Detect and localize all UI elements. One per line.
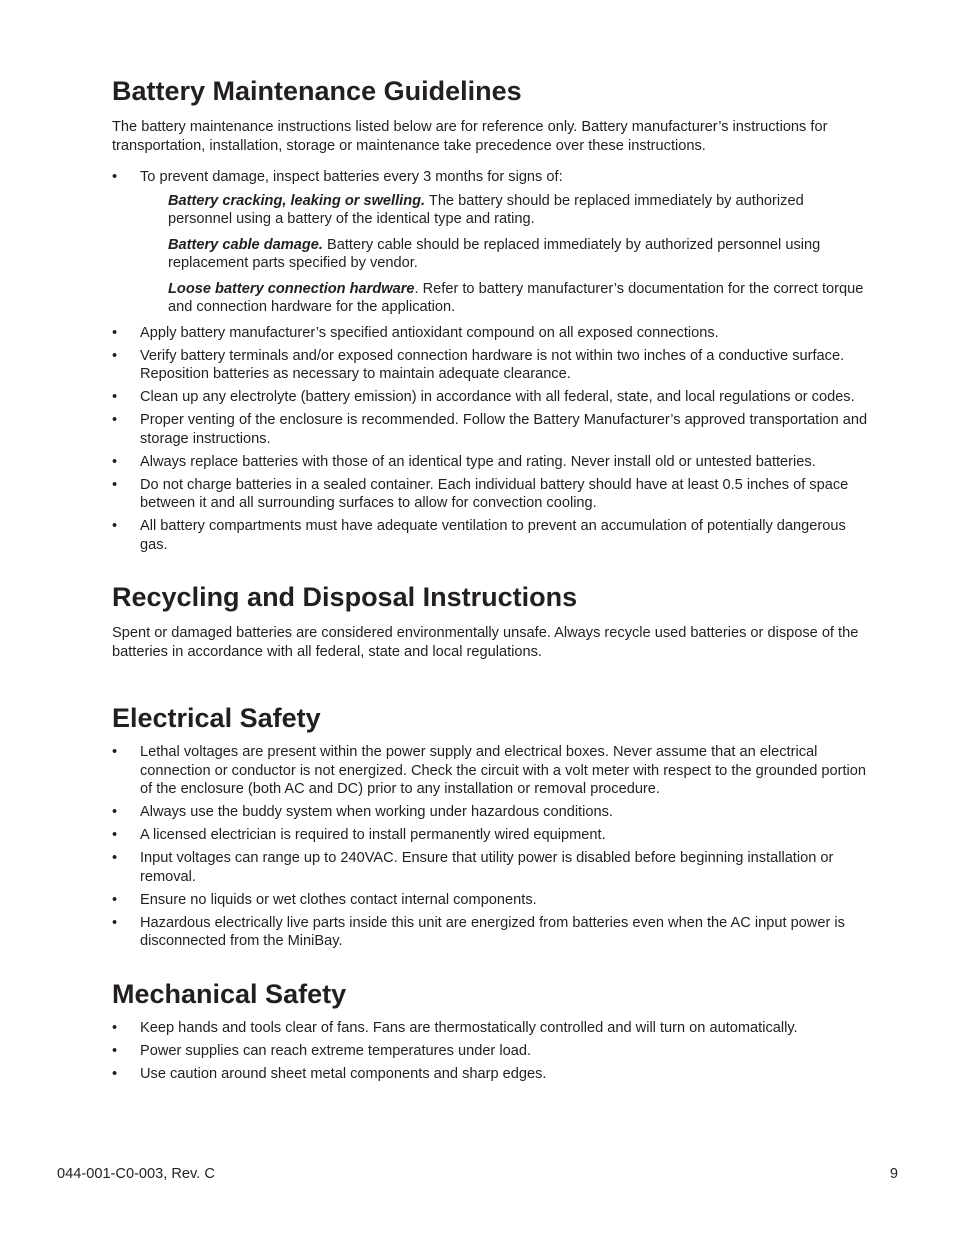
list-item-text: Lethal voltages are present within the power supply and electrical boxes. Never assume that an electrical connection or conductor is not energized. Check the circuit with a volt meter with respect to the grounded portion of the enclosure (both AC and DC) prior to any installation or removal procedure. bbox=[140, 744, 867, 797]
bullet-icon: • bbox=[112, 389, 118, 405]
list-item bbox=[112, 411, 870, 448]
bullet-icon: • bbox=[112, 453, 118, 470]
bullet-icon: • bbox=[112, 850, 118, 866]
electrical-safety-section bbox=[112, 701, 870, 951]
list-item-text: Hazardous electrically live parts inside this unit are energized from batteries even when the AC input power is disconnected from the MiniBay. bbox=[140, 914, 845, 949]
list-item bbox=[112, 891, 870, 910]
electrical-safety-list bbox=[112, 743, 870, 951]
bullet-icon: • bbox=[112, 169, 118, 185]
list-item-text: Clean up any electrolyte (battery emission) in accordance with all federal, state, and local regulations or codes. bbox=[140, 389, 855, 405]
bullet-icon: • bbox=[112, 827, 118, 843]
list-item bbox=[112, 914, 870, 951]
list-item-text: Input voltages can range up to 240VAC. Ensure that utility power is disabled before beginning installation or removal. bbox=[140, 850, 834, 885]
list-item bbox=[112, 324, 870, 343]
bullet-icon: • bbox=[112, 1042, 118, 1059]
sub-item-text: . Refer to battery manufacturer’s documentation for the correct torque and connection hardware for the application. bbox=[168, 280, 864, 315]
recycling-heading: Recycling and Disposal Instructions bbox=[112, 582, 578, 612]
electrical-safety-heading: Electrical Safety bbox=[112, 703, 321, 733]
sub-item bbox=[168, 236, 870, 273]
footer-doc-id: 044-001-C0-003, Rev. C bbox=[57, 1166, 215, 1182]
bullet-icon: • bbox=[112, 804, 118, 820]
sub-item-lead: Loose battery connection hardware bbox=[168, 280, 415, 297]
list-item-text: Verify battery terminals and/or exposed connection hardware is not within two inches of a conductive surface. Reposition batteries as necessary to maintain adequate clearance. bbox=[140, 347, 845, 382]
list-item bbox=[112, 347, 870, 384]
bullet-icon: • bbox=[112, 1019, 118, 1036]
battery-maintenance-intro: The battery maintenance instructions listed below are for reference only. Battery manufacturer’s instructions for transportation, installation, storage or maintenance take precedence over these instructions. bbox=[112, 119, 828, 154]
list-item bbox=[112, 517, 870, 554]
battery-maintenance-list bbox=[112, 168, 870, 554]
list-item bbox=[112, 388, 870, 407]
bullet-icon: • bbox=[112, 476, 118, 493]
page-content bbox=[112, 74, 870, 1083]
list-item bbox=[112, 849, 870, 886]
bullet-icon: • bbox=[112, 914, 118, 931]
sub-item bbox=[168, 280, 870, 317]
recycling-text: Spent or damaged batteries are considered environmentally unsafe. Always recycle used batteries or dispose of the batteries in accordance with all federal, state and local regulations. bbox=[112, 625, 859, 660]
list-item-text: Ensure no liquids or wet clothes contact internal components. bbox=[140, 891, 537, 908]
battery-maintenance-heading: Battery Maintenance Guidelines bbox=[112, 76, 522, 106]
list-item-text: Power supplies can reach extreme temperatures under load. bbox=[140, 1042, 531, 1059]
sub-item-lead: Battery cable damage. bbox=[168, 236, 323, 253]
sub-item-lead: Battery cracking, leaking or swelling. bbox=[168, 192, 426, 209]
bullet-icon: • bbox=[112, 347, 118, 364]
list-item-text: To prevent damage, inspect batteries every 3 months for signs of: bbox=[140, 169, 563, 185]
list-item bbox=[112, 1065, 870, 1084]
list-item-text: Proper venting of the enclosure is recommended. Follow the Battery Manufacturer’s approved transportation and storage instructions. bbox=[140, 412, 868, 447]
bullet-icon: • bbox=[112, 324, 118, 341]
list-item-text: Apply battery manufacturer’s specified antioxidant compound on all exposed connections. bbox=[140, 324, 719, 341]
list-item-text: Use caution around sheet metal components and sharp edges. bbox=[140, 1065, 547, 1082]
sub-item-text: Battery cable should be replaced immediately by authorized personnel using replacement parts specified by vendor. bbox=[168, 236, 821, 271]
battery-maintenance-section bbox=[112, 74, 870, 554]
list-item bbox=[112, 1042, 870, 1061]
list-item bbox=[112, 168, 870, 317]
list-item bbox=[112, 1019, 870, 1038]
list-item-text: Do not charge batteries in a sealed container. Each individual battery should have at least 0.5 inches of space between it and all surrounding surfaces to allow for convection cooling. bbox=[140, 476, 849, 511]
list-item-text: All battery compartments must have adequate ventilation to prevent an accumulation of potentially dangerous gas. bbox=[140, 518, 846, 553]
bullet-icon: • bbox=[112, 412, 118, 428]
list-item-text: A licensed electrician is required to install permanently wired equipment. bbox=[140, 827, 606, 843]
bullet-icon: • bbox=[112, 744, 118, 760]
mechanical-safety-section bbox=[112, 977, 870, 1084]
bullet-icon: • bbox=[112, 891, 118, 908]
list-item-text: Always use the buddy system when working under hazardous conditions. bbox=[140, 804, 613, 820]
list-item bbox=[112, 476, 870, 513]
list-item-text: Keep hands and tools clear of fans. Fans are thermostatically controlled and will turn on automatically. bbox=[140, 1019, 798, 1036]
sub-item bbox=[168, 192, 870, 229]
list-item-text: Always replace batteries with those of an identical type and rating. Never install old or untested batteries. bbox=[140, 453, 816, 470]
recycling-section bbox=[112, 580, 870, 661]
mechanical-safety-list bbox=[112, 1019, 870, 1084]
sub-item-text: The battery should be replaced immediately by authorized personnel using a battery of the identical type and rating. bbox=[168, 192, 804, 227]
list-item bbox=[112, 803, 870, 822]
mechanical-safety-heading: Mechanical Safety bbox=[112, 978, 347, 1009]
bullet-icon: • bbox=[112, 518, 118, 534]
bullet-icon: • bbox=[112, 1065, 118, 1082]
list-item bbox=[112, 826, 870, 845]
list-item bbox=[112, 453, 870, 472]
footer-page-number: 9 bbox=[889, 1166, 898, 1182]
list-item bbox=[112, 743, 870, 799]
